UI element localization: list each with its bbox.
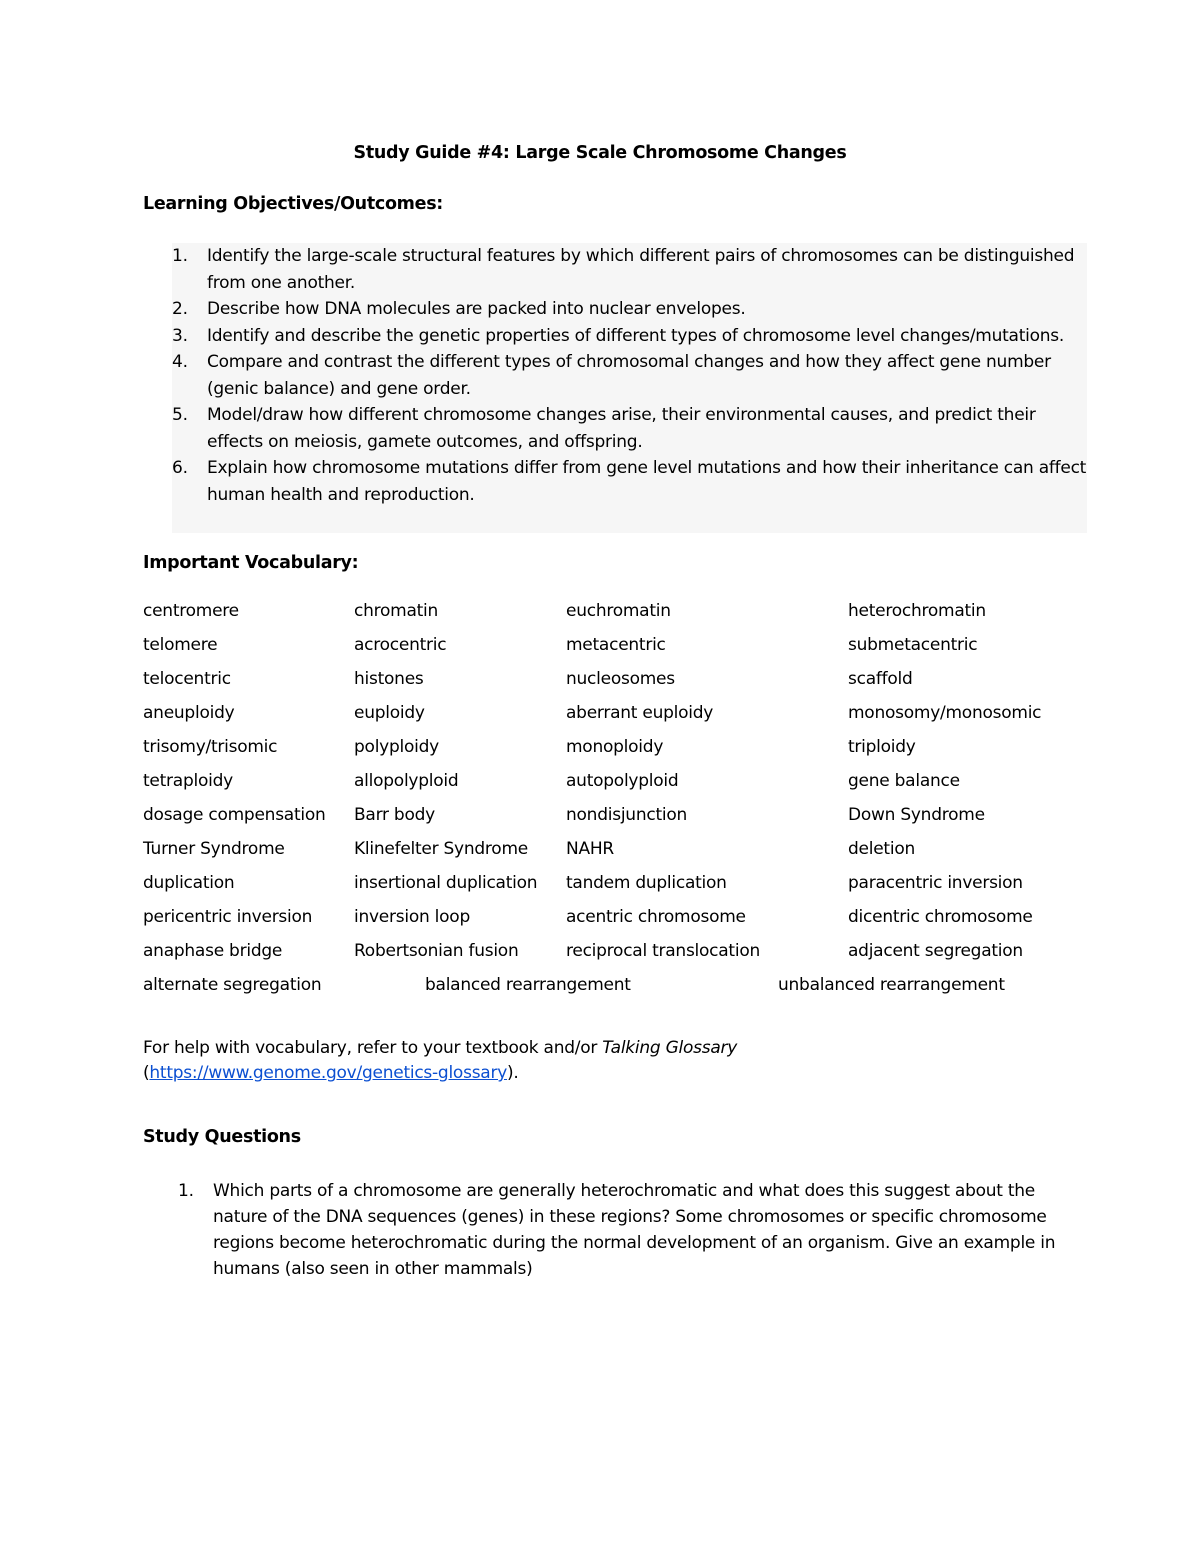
objective-item bbox=[172, 402, 1087, 455]
vocabulary-term: duplication bbox=[143, 873, 235, 893]
vocabulary-term: dicentric chromosome bbox=[848, 907, 1033, 927]
objective-text: Identify and describe the genetic properties of different types of chromosome level changes/mutations. bbox=[207, 325, 1065, 346]
objective-text: Model/draw how different chromosome changes arise, their environmental causes, and predict their effects on meiosis, gamete outcomes, and offspring. bbox=[207, 405, 1036, 452]
vocabulary-term: allopolyploid bbox=[354, 771, 459, 791]
vocabulary-row bbox=[143, 839, 1083, 873]
vocabulary-term: polyploidy bbox=[354, 737, 439, 757]
study-questions-heading: Study Questions bbox=[143, 1127, 301, 1147]
vocabulary-heading: Important Vocabulary: bbox=[143, 553, 359, 573]
objective-text: Explain how chromosome mutations differ from gene level mutations and how their inheritance can affect human health and reproduction. bbox=[207, 458, 1087, 505]
vocabulary-term: balanced rearrangement bbox=[425, 975, 631, 995]
objective-number: 3. bbox=[172, 325, 188, 346]
vocabulary-row bbox=[143, 635, 1083, 669]
vocabulary-term: metacentric bbox=[566, 635, 666, 655]
vocabulary-row bbox=[143, 669, 1083, 703]
vocabulary-term: acrocentric bbox=[354, 635, 447, 655]
vocabulary-term: triploidy bbox=[848, 737, 916, 757]
vocabulary-term: insertional duplication bbox=[354, 873, 538, 893]
objective-item bbox=[172, 243, 1087, 296]
objectives-heading: Learning Objectives/Outcomes: bbox=[143, 194, 444, 214]
vocabulary-row bbox=[143, 601, 1083, 635]
help-close: ). bbox=[507, 1063, 519, 1083]
vocabulary-table bbox=[143, 601, 1083, 1009]
vocabulary-term: monoploidy bbox=[566, 737, 664, 757]
vocabulary-term: nucleosomes bbox=[566, 669, 675, 689]
objective-text: Describe how DNA molecules are packed into nuclear envelopes. bbox=[207, 299, 746, 319]
vocabulary-term: Barr body bbox=[354, 805, 435, 825]
objective-number: 6. bbox=[172, 458, 188, 478]
vocabulary-term: deletion bbox=[848, 839, 915, 859]
vocabulary-term: gene balance bbox=[848, 771, 960, 791]
vocabulary-term: telomere bbox=[143, 635, 218, 655]
question-number: 1. bbox=[178, 1181, 194, 1201]
glossary-name: Talking Glossary bbox=[602, 1038, 738, 1058]
vocabulary-term: submetacentric bbox=[848, 635, 978, 655]
vocabulary-term: reciprocal translocation bbox=[566, 941, 760, 961]
vocabulary-term: aberrant euploidy bbox=[566, 703, 714, 723]
vocabulary-term: chromatin bbox=[354, 601, 439, 621]
help-open-paren: ( bbox=[143, 1063, 150, 1083]
help-prefix: For help with vocabulary, refer to your textbook and/or bbox=[143, 1038, 603, 1058]
vocabulary-term: dosage compensation bbox=[143, 805, 326, 825]
vocabulary-row bbox=[143, 805, 1083, 839]
objective-number: 2. bbox=[172, 299, 188, 319]
vocabulary-term: histones bbox=[354, 669, 424, 689]
vocabulary-row bbox=[143, 873, 1083, 907]
vocabulary-term: heterochromatin bbox=[848, 601, 986, 621]
vocabulary-term: anaphase bridge bbox=[143, 941, 283, 961]
objective-text: Compare and contrast the different types of chromosomal changes and how they affect gene number (genic balance) and gene order. bbox=[207, 352, 1051, 399]
vocabulary-term: Turner Syndrome bbox=[143, 839, 285, 859]
vocabulary-term: unbalanced rearrangement bbox=[778, 975, 1005, 995]
vocabulary-term: pericentric inversion bbox=[143, 907, 313, 927]
vocabulary-term: centromere bbox=[143, 601, 239, 621]
vocabulary-term: acentric chromosome bbox=[566, 907, 746, 927]
objective-item bbox=[172, 323, 1087, 350]
vocabulary-term: tetraploidy bbox=[143, 771, 233, 791]
vocabulary-term: trisomy/trisomic bbox=[143, 737, 278, 757]
question-text: Which parts of a chromosome are generally heterochromatic and what does this suggest about the nature of the DNA sequences (genes) in these regions? Some chromosomes or specific chromosome regions become heterochromatic during the normal development of an organism. Give an example in humans (also seen in other mammals) bbox=[213, 1181, 1056, 1279]
vocabulary-term: monosomy/monosomic bbox=[848, 703, 1042, 723]
vocabulary-row bbox=[143, 907, 1083, 941]
page-title: Study Guide #4: Large Scale Chromosome Changes bbox=[353, 143, 847, 163]
vocabulary-term: aneuploidy bbox=[143, 703, 235, 723]
vocabulary-help-note bbox=[143, 1036, 1083, 1086]
vocabulary-term: tandem duplication bbox=[566, 873, 727, 893]
objective-item bbox=[172, 349, 1087, 402]
vocabulary-term: Klinefelter Syndrome bbox=[354, 839, 528, 859]
vocabulary-term: NAHR bbox=[566, 839, 614, 859]
glossary-link[interactable]: https://www.genome.gov/genetics-glossary bbox=[149, 1063, 508, 1083]
objective-item bbox=[172, 455, 1087, 508]
vocabulary-term: scaffold bbox=[848, 669, 913, 689]
vocabulary-term: telocentric bbox=[143, 669, 231, 689]
objective-item bbox=[172, 296, 1087, 323]
vocabulary-term: Robertsonian fusion bbox=[354, 941, 519, 961]
vocabulary-term: nondisjunction bbox=[566, 805, 688, 825]
objective-number: 4. bbox=[172, 352, 188, 372]
vocabulary-term: euchromatin bbox=[566, 601, 671, 621]
vocabulary-row bbox=[143, 771, 1083, 805]
vocabulary-row bbox=[143, 737, 1083, 771]
study-questions-list bbox=[178, 1178, 1058, 1282]
vocabulary-row bbox=[143, 703, 1083, 737]
objectives-list bbox=[172, 243, 1087, 533]
vocabulary-term: alternate segregation bbox=[143, 975, 322, 995]
vocabulary-row bbox=[143, 975, 1083, 1009]
study-question bbox=[178, 1178, 1058, 1282]
vocabulary-term: inversion loop bbox=[354, 907, 470, 927]
objective-text: Identify the large-scale structural features by which different pairs of chromosomes can be distinguished from one another. bbox=[207, 246, 1075, 293]
vocabulary-term: adjacent segregation bbox=[848, 941, 1023, 961]
vocabulary-term: autopolyploid bbox=[566, 771, 679, 791]
vocabulary-row bbox=[143, 941, 1083, 975]
objective-number: 1. bbox=[172, 246, 188, 266]
objective-number: 5. bbox=[172, 405, 188, 425]
vocabulary-term: euploidy bbox=[354, 703, 425, 723]
vocabulary-term: Down Syndrome bbox=[848, 805, 985, 825]
vocabulary-term: paracentric inversion bbox=[848, 873, 1023, 893]
